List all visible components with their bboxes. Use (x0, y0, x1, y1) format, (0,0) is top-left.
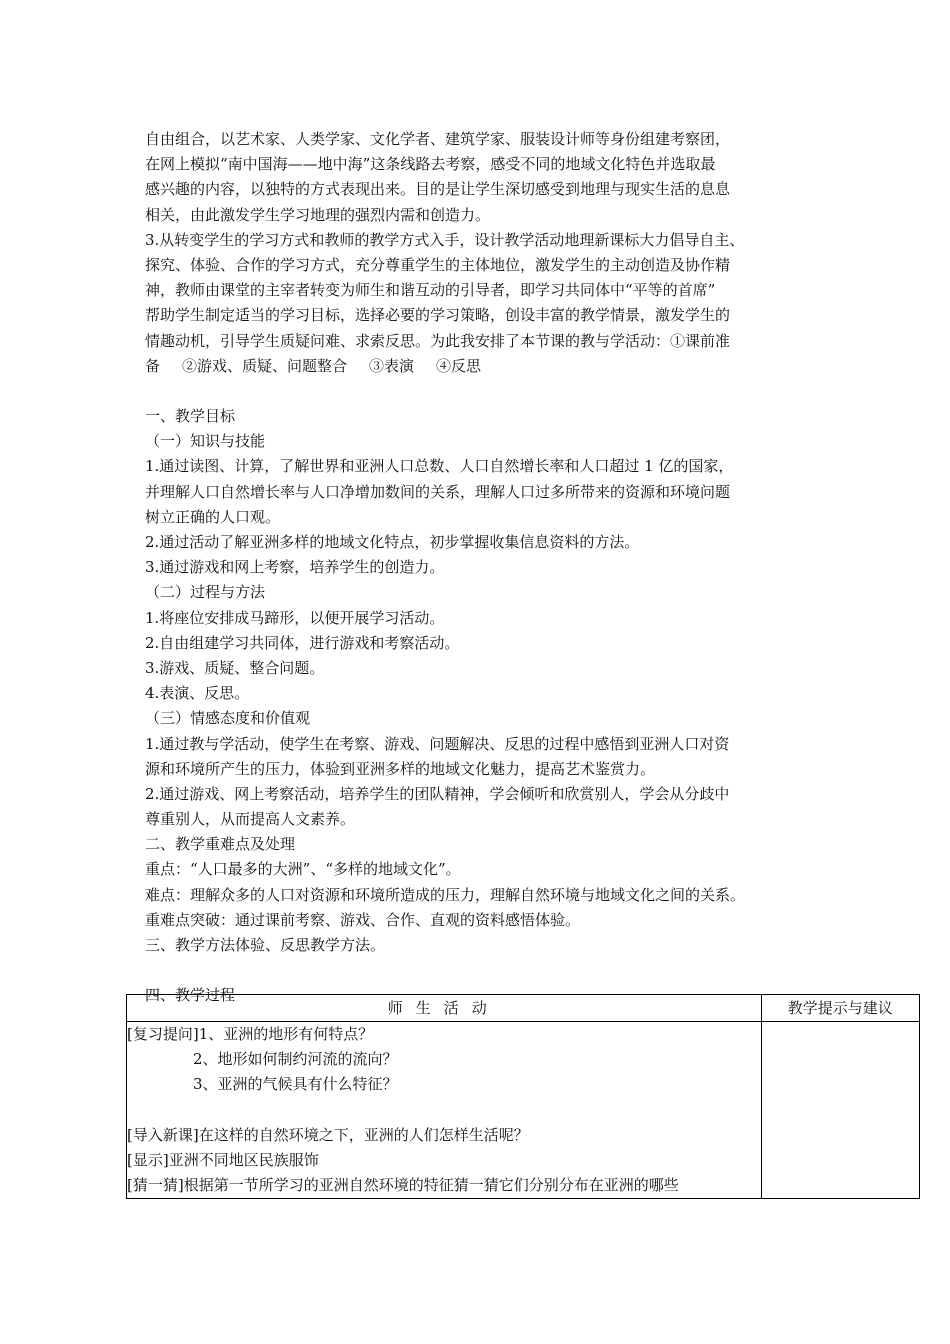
paragraph-line: 3.从转变学生的学习方式和教师的教学方式入手，设计教学活动地理新课标大力倡导自主、 (145, 230, 745, 249)
paragraph-line: 神，教师由课堂的主宰者转变为师生和谐互动的引导者，即学习共同体中“平等的首席” (145, 281, 716, 300)
key-point-breakthrough: 重难点突破：通过课前考察、游戏、合作、直观的资料感悟体验。 (145, 910, 581, 929)
key-point-difficulty: 难点：理解众多的人口对资源和环境所造成的压力，理解自然环境与地域文化之间的关系。 (145, 885, 746, 904)
document-body (145, 127, 825, 1009)
goal-line: 并理解人口自然增长率与人口净增加数间的关系，理解人口过多所带来的资源和环境问题 (145, 482, 731, 501)
section-heading: 二、教学重难点及处理 (145, 835, 296, 854)
subsection-heading: （二）过程与方法 (145, 583, 266, 602)
goal-line: 树立正确的人口观。 (145, 507, 281, 526)
intro-line: [导入新课]在这样的自然环境之下，亚洲的人们怎样生活呢？ (127, 1125, 529, 1144)
section-heading: 一、教学目标 (145, 407, 236, 426)
key-point-focus: 重点：“人口最多的大洲”、“多样的地域文化”。 (145, 860, 461, 879)
goal-line: 3.通过游戏和网上考察，培养学生的创造力。 (145, 558, 445, 577)
activities-cell (127, 1022, 762, 1199)
paragraph-line: 帮助学生制定适当的学习目标，选择必要的学习策略，创设丰富的教学情景，激发学生的 (145, 306, 731, 325)
goal-line: 4.表演、反思。 (145, 684, 250, 703)
tips-cell (761, 1022, 919, 1199)
lesson-process-table (126, 994, 920, 1199)
activity-c: ③表演 (369, 356, 415, 375)
paragraph-line: 在网上模拟“南中国海——地中海”这条线路去考察，感受不同的地域文化特色并选取最 (145, 155, 716, 174)
activity-d: ④反思 (436, 356, 482, 375)
section-heading: 三、教学方法体验、反思教学方法。 (145, 936, 386, 954)
review-question: [复习提问]1、亚洲的地形有何特点？ (127, 1025, 374, 1043)
subsection-heading: （三）情感态度和价值观 (145, 709, 311, 728)
review-question: 2、地形如何制约河流的流向？ (193, 1050, 398, 1069)
goal-line: 1.通过教与学活动，使学生在考察、游戏、问题解决、反思的过程中感悟到亚洲人口对资 (145, 734, 730, 753)
review-question: 3、亚洲的气候具有什么特征？ (193, 1075, 398, 1094)
paragraph-line: 相关，由此激发学生学习地理的强烈内需和创造力。 (145, 205, 491, 224)
goal-line: 2.自由组建学习共同体，进行游戏和考察活动。 (145, 633, 460, 652)
table-header-tips: 教学提示与建议 (761, 995, 919, 1022)
paragraph-line: 自由组合，以艺术家、人类学家、文化学者、建筑学家、服装设计师等身份组建考察团， (145, 130, 731, 148)
table-header-activities: 师生活动 (127, 995, 762, 1022)
goal-line: 2.通过活动了解亚洲多样的地域文化特点，初步掌握收集信息资料的方法。 (145, 533, 640, 551)
activity-b: ②游戏、质疑、问题整合 (182, 356, 348, 375)
display-line: [显示]亚洲不同地区民族服饰 (127, 1150, 319, 1169)
paragraph-line: 感兴趣的内容，以独特的方式表现出来。目的是让学生深切感受到地理与现实生活的息息 (145, 180, 731, 199)
goal-line: 源和环境所产生的压力，体验到亚洲多样的地域文化魅力，提高艺术鉴赏力。 (145, 759, 656, 778)
goal-line: 1.将座位安排成马蹄形，以便开展学习活动。 (145, 608, 445, 627)
paragraph-line: 情趣动机，引导学生质疑问难、求索反思。为此我安排了本节课的教与学活动：①课前准 (145, 331, 731, 350)
guess-line: [猜一猜]根据第一节所学习的亚洲自然环境的特征猜一猜它们分别分布在亚洲的哪些 (127, 1176, 679, 1195)
section-heading: 四、教学过程 (145, 986, 236, 1005)
goal-line: 2.通过游戏、网上考察活动，培养学生的团队精神，学会倾听和欣赏别人，学会从分歧中 (145, 784, 730, 803)
subsection-heading: （一）知识与技能 (145, 432, 266, 451)
paragraph-line: 探究、体验、合作的学习方式，充分尊重学生的主体地位，激发学生的主动创造及协作精 (145, 255, 731, 274)
activity-a: 备 (145, 356, 161, 375)
goal-line: 尊重别人，从而提高人文素养。 (145, 810, 356, 829)
goal-line: 1.通过读图、计算，了解世界和亚洲人口总数、人口自然增长率和人口超过 1 亿的国家， (145, 457, 734, 476)
goal-line: 3.游戏、质疑、整合问题。 (145, 658, 325, 677)
activities-line (145, 354, 825, 379)
